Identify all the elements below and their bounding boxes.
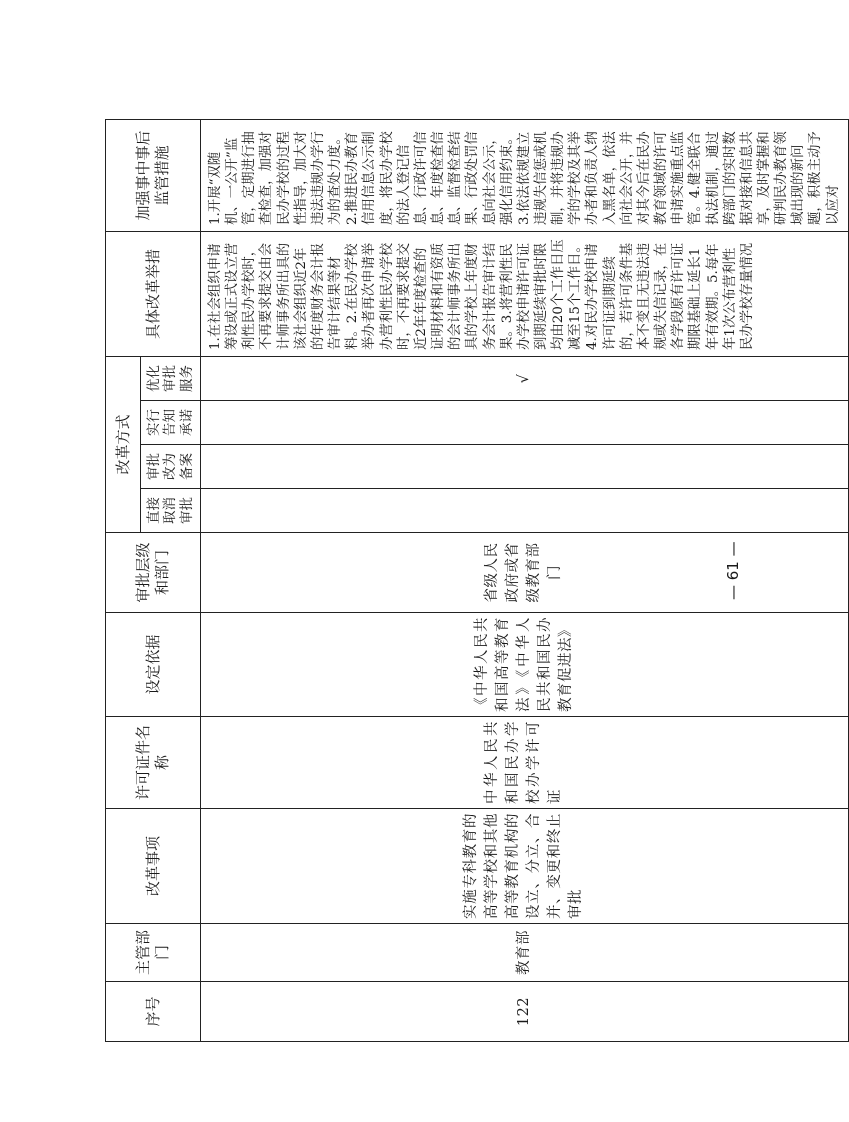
cell-dept: 教育部 (201, 924, 849, 982)
page-number: — 61 — (724, 541, 742, 600)
header-reform-mode: 改革方式 (106, 356, 141, 532)
header-item: 改革事项 (106, 809, 201, 924)
header-dept: 主管部门 (106, 924, 201, 982)
header-mode-record: 审批改为备案 (141, 445, 201, 489)
cell-measures: 1.在社会组织申请筹设或正式设立营利性民办学校时，不再要求提交由会计师事务所出具的该社会组织近2年的年度财务会计报告审计结果等材料。2.在民办学校举办者再次申请举办营利性民办学校时，不再要求提交近2年年度检查的证明材料和有资质的会计师事务所出具的学校上年度财务会计报告审计结果。3.将营利性民办学校申请许可证到期延续审批时限均由20个工作日压减至15个工作日。4.对民办学校申请许可证到期延续的，若许可条件基本不变且无违法违规或失信记录，在各学段原有许可证期限基础上延长1年有效期。5.每年年1次公布营利性民办学校存量情况 (201, 231, 849, 356)
cell-supervision: 1.开展“双随机、一公开”监管，定期进行抽查检查，加强对民办学校的过程性指导，加大对违法违规办学行为的查处力度。2.推进民办教育信用信息公示制度，将民办学校的法人登记信息、行政许可信息、年度检查信息、监督检查结果、行政处罚信息向社会公示，强化信用约束。3.依法依规建立违规失信惩戒机制，并将违规办学的学校及其举办者和负责人纳入黑名单，依法向社会公开，并对其今后在民办教育领域的许可申请实施重点监管。4.健全联合执法机制，通过跨部门的实时数据对接和信息共享，及时掌握和研判民办教育领域出现的新问题，积极主动予以应对 (201, 119, 849, 231)
header-mode-optimize: 优化审批服务 (141, 356, 201, 400)
cell-mode-cancel (201, 489, 849, 533)
cell-mode-record (201, 445, 849, 489)
cell-license: 中华人民共和国民办学校办学许可证 (201, 717, 849, 809)
header-mode-notify: 实行告知承诺 (141, 401, 201, 445)
checkmark-optimize: √ (201, 356, 849, 400)
header-mode-cancel: 直接取消审批 (141, 489, 201, 533)
header-seq: 序号 (106, 982, 201, 1042)
header-level: 审批层级和部门 (106, 533, 201, 613)
header-license: 许可证件名称 (106, 717, 201, 809)
header-measures: 具体改革举措 (106, 231, 201, 356)
header-supervision: 加强事中事后监管措施 (106, 119, 201, 231)
cell-basis: 《中华人民共和国高等教育法》《中华人民共和国民办教育促进法》 (201, 613, 849, 717)
rotated-table-page (105, 120, 841, 1042)
cell-level: 省级人民政府或省级教育部门 (201, 533, 849, 613)
cell-item: 实施专科教育的高等学校和其他高等教育机构的设立、分立、合并、变更和终止审批 (201, 809, 849, 924)
header-basis: 设定依据 (106, 613, 201, 717)
cell-mode-notify (201, 401, 849, 445)
cell-seq: 122 (201, 982, 849, 1042)
